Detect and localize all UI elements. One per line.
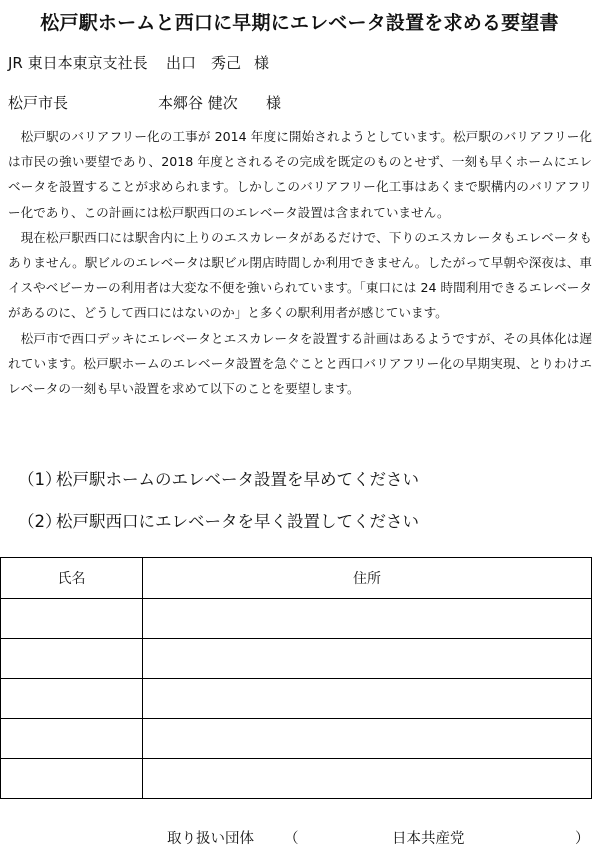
- addressee-org: JR 東日本東京支社長: [8, 54, 148, 72]
- paragraph-3: 松戸市で西口デッキにエレベータとエスカレータを設置する計画はあるようですが、その具体化は遅れています。松戸駅ホームのエレベータ設置を急ぐことと西口バリアフリー化の早期実現、とりわけエレベータの一刻も早い設置を求めて以下のことを要望します。: [8, 330, 592, 397]
- address-cell[interactable]: [143, 679, 592, 719]
- table-header-row: [1, 558, 592, 599]
- paragraph-2: 現在松戸駅西口には駅舎内に上りのエスカレータがあるだけで、下りのエスカレータもエレベータもありません。駅ビルのエレベータは駅ビル閉店時間しか利用できません。したがって早朝や深夜は、車イスやベビーカーの利用者は大変な不便を強いられています。「東口には 24 時間利用できるエレベータがあるのに、どうして西口にはないのか」と多くの駅利用者が感じています。: [8, 229, 592, 321]
- request-item-1: [18, 466, 419, 490]
- addressee-org: 松戸市長: [8, 94, 69, 112]
- name-cell[interactable]: [1, 679, 143, 719]
- request-text: 松戸駅西口にエレベータを早く設置してください: [56, 512, 419, 531]
- addressee-jr: [8, 52, 269, 73]
- name-column-header: 氏名: [1, 558, 143, 599]
- addressee-name: 本郷谷 健次: [158, 94, 238, 112]
- table-row: [1, 639, 592, 679]
- handling-organization-name: 日本共産党: [392, 831, 465, 847]
- address-cell[interactable]: [143, 759, 592, 799]
- request-number: （2）: [18, 512, 62, 531]
- name-cell[interactable]: [1, 599, 143, 639]
- addressee-name: 出口 秀己: [166, 54, 242, 72]
- address-cell[interactable]: [143, 639, 592, 679]
- document-title: 松戸駅ホームと西口に早期にエレベータ設置を求める要望書: [40, 12, 559, 34]
- addressee-honorific: 様: [266, 94, 282, 112]
- paragraph-1: 松戸駅のバリアフリー化の工事が 2014 年度に開始されようとしています。松戸駅のバリアフリー化は市民の強い要望であり、2018 年度とされるその完成を既定のものとせず、一刻も早くホームにエレベータを設置することが求められます。しかしこのバリアフリー化工事はあくまで駅構内のバリアフリー化であり、この計画には松戸駅西口のエレベータ設置は含まれていません。: [8, 129, 592, 220]
- table-row: [1, 599, 592, 639]
- name-cell[interactable]: [1, 639, 143, 679]
- handling-organization-label: 取り扱い団体: [167, 831, 254, 847]
- addressee-mayor: [8, 92, 281, 113]
- name-cell[interactable]: [1, 719, 143, 759]
- address-cell[interactable]: [143, 599, 592, 639]
- table-row: [1, 759, 592, 799]
- request-item-2: [18, 508, 419, 532]
- addressee-honorific: 様: [254, 54, 270, 72]
- signature-table: [0, 557, 592, 799]
- name-cell[interactable]: [1, 759, 143, 799]
- table-row: [1, 679, 592, 719]
- close-paren: ）: [575, 831, 590, 847]
- address-cell[interactable]: [143, 719, 592, 759]
- petition-body: [8, 124, 592, 401]
- open-paren: （: [284, 831, 299, 847]
- request-number: （1）: [18, 470, 62, 489]
- table-row: [1, 719, 592, 759]
- address-column-header: 住所: [143, 558, 592, 599]
- request-text: 松戸駅ホームのエレベータ設置を早めてください: [56, 470, 419, 489]
